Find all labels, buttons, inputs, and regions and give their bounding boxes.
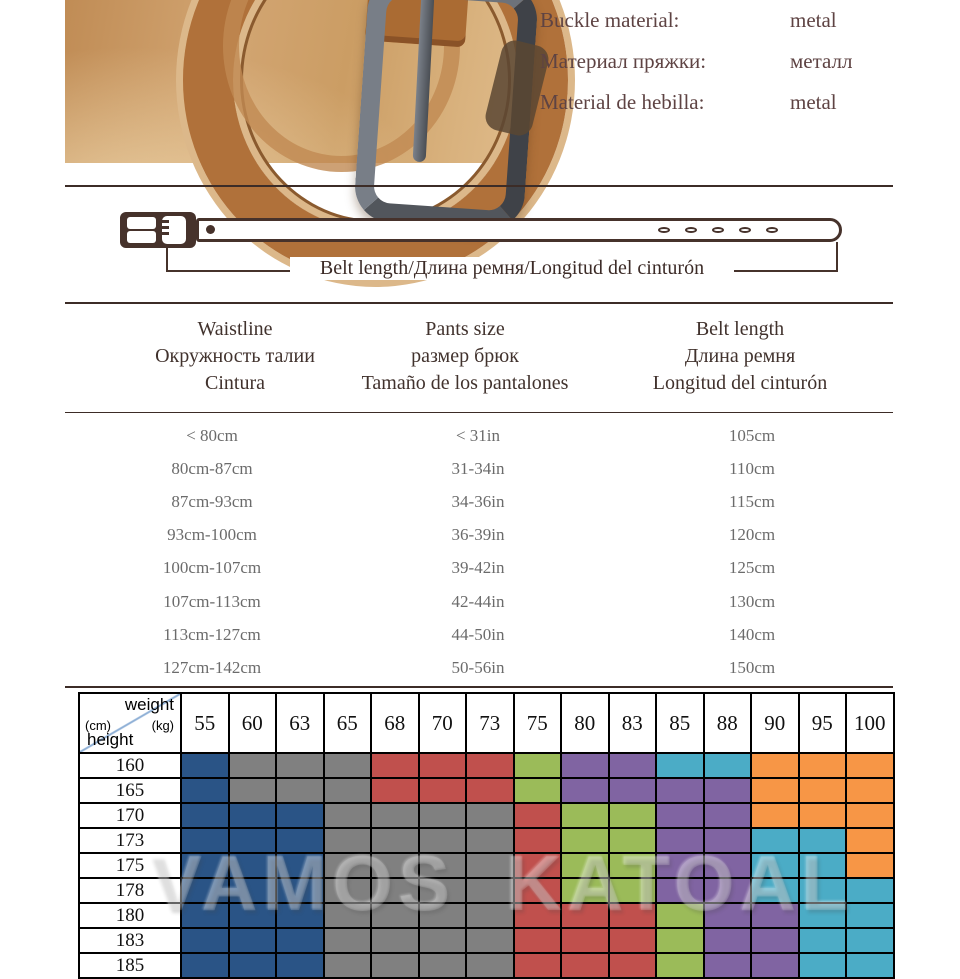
- size-table-column-header: [653, 316, 827, 397]
- grid-color-cell: [276, 853, 324, 878]
- grid-color-cell: [656, 753, 704, 778]
- grid-color-cell: [846, 928, 894, 953]
- grid-color-cell: [181, 928, 229, 953]
- weight-header-cell: 83: [609, 693, 657, 753]
- grid-color-cell: [229, 853, 277, 878]
- grid-color-cell: [466, 778, 514, 803]
- grid-color-cell: [181, 878, 229, 903]
- grid-color-cell: [466, 953, 514, 978]
- product-info: [540, 2, 896, 125]
- grid-color-cell: [846, 753, 894, 778]
- belt-hole: [739, 227, 751, 233]
- size-table-cell: 130cm: [728, 591, 776, 611]
- grid-color-cell: [371, 853, 419, 878]
- grid-color-cell: [751, 853, 799, 878]
- corner-weight-unit: (kg): [151, 718, 174, 733]
- header-line: Pants size: [425, 318, 505, 340]
- grid-color-cell: [229, 778, 277, 803]
- grid-color-cell: [419, 853, 467, 878]
- grid-color-cell: [466, 878, 514, 903]
- size-table-cell: 140cm: [728, 624, 776, 644]
- grid-color-cell: [419, 928, 467, 953]
- grid-color-cell: [514, 853, 562, 878]
- product-photo: [65, 0, 525, 163]
- weight-header-cell: 63: [276, 693, 324, 753]
- product-info-value: metal: [790, 90, 837, 114]
- grid-color-cell: [799, 928, 847, 953]
- grid-color-cell: [846, 803, 894, 828]
- size-table-cell: 34-36in: [451, 492, 505, 512]
- belt-hole: [712, 227, 724, 233]
- grid-color-cell: [181, 778, 229, 803]
- size-table-cell: 93cm-100cm: [167, 525, 257, 545]
- height-row-label: 178: [79, 878, 181, 903]
- belt-diagram-buckle: [120, 212, 196, 248]
- grid-color-cell: [276, 803, 324, 828]
- size-table-cell: 39-42in: [451, 558, 505, 578]
- weight-header-cell: 68: [371, 693, 419, 753]
- buckle-frame-top: [127, 217, 156, 229]
- grid-color-cell: [846, 853, 894, 878]
- corner-height-label: height: [87, 730, 134, 749]
- grid-color-cell: [561, 903, 609, 928]
- grid-color-cell: [656, 878, 704, 903]
- grid-color-cell: [751, 778, 799, 803]
- weight-header-cell: 90: [751, 693, 799, 753]
- grid-color-cell: [276, 953, 324, 978]
- header-line: Окружность талии: [155, 345, 315, 367]
- grid-corner-cell: [79, 693, 181, 753]
- grid-color-cell: [229, 903, 277, 928]
- grid-color-cell: [751, 928, 799, 953]
- grid-color-cell: [371, 803, 419, 828]
- height-row-label: 160: [79, 753, 181, 778]
- grid-color-cell: [419, 778, 467, 803]
- size-table-column-header: [362, 316, 569, 397]
- belt-hole: [658, 227, 670, 233]
- grid-color-cell: [324, 803, 372, 828]
- grid-color-cell: [609, 928, 657, 953]
- grid-color-cell: [656, 953, 704, 978]
- size-table-row: [0, 525, 960, 549]
- grid-color-cell: [371, 828, 419, 853]
- grid-color-cell: [846, 903, 894, 928]
- grid-color-cell: [609, 753, 657, 778]
- header-line: Cintura: [204, 372, 265, 394]
- grid-color-cell: [229, 753, 277, 778]
- size-table-cell: 110cm: [729, 459, 775, 479]
- header-line: Waistline: [197, 318, 273, 340]
- grid-color-cell: [514, 753, 562, 778]
- grid-color-cell: [324, 928, 372, 953]
- grid-color-cell: [514, 928, 562, 953]
- grid-color-cell: [276, 878, 324, 903]
- grid-color-cell: [799, 853, 847, 878]
- grid-color-cell: [561, 828, 609, 853]
- buckle-tooth: [162, 220, 169, 223]
- grid-color-cell: [276, 753, 324, 778]
- grid-color-cell: [229, 953, 277, 978]
- grid-color-cell: [276, 928, 324, 953]
- grid-color-cell: [181, 803, 229, 828]
- grid-color-cell: [799, 878, 847, 903]
- size-table-cell: 31-34in: [451, 459, 505, 479]
- weight-header-cell: 65: [324, 693, 372, 753]
- grid-color-cell: [704, 753, 752, 778]
- grid-color-cell: [419, 903, 467, 928]
- belt-tab-hole: [206, 225, 215, 234]
- grid-color-cell: [799, 828, 847, 853]
- divider-top: [65, 185, 893, 187]
- grid-color-cell: [799, 753, 847, 778]
- size-table-cell: 80cm-87cm: [171, 459, 253, 479]
- grid-color-cell: [419, 828, 467, 853]
- measure-tick-left: [166, 248, 168, 272]
- grid-color-cell: [846, 878, 894, 903]
- product-info-value: металл: [790, 49, 853, 73]
- grid-color-cell: [561, 853, 609, 878]
- product-info-value: metal: [790, 8, 837, 32]
- grid-color-cell: [561, 953, 609, 978]
- size-table-cell: 125cm: [728, 558, 776, 578]
- grid-color-cell: [704, 903, 752, 928]
- weight-header-cell: 95: [799, 693, 847, 753]
- grid-color-cell: [751, 828, 799, 853]
- grid-color-cell: [609, 878, 657, 903]
- corner-height-unit: (cm): [85, 718, 111, 733]
- grid-color-cell: [609, 803, 657, 828]
- grid-color-cell: [371, 778, 419, 803]
- size-table-cell: 107cm-113cm: [163, 591, 261, 611]
- grid-color-cell: [229, 878, 277, 903]
- header-line: Belt length: [695, 318, 785, 340]
- grid-color-cell: [181, 903, 229, 928]
- header-line: Tamaño de los pantalones: [361, 372, 569, 394]
- product-info-row: [540, 2, 896, 43]
- grid-color-cell: [419, 878, 467, 903]
- weight-header-cell: 75: [514, 693, 562, 753]
- grid-color-cell: [656, 853, 704, 878]
- grid-color-cell: [561, 778, 609, 803]
- grid-color-cell: [466, 803, 514, 828]
- grid-color-cell: [846, 953, 894, 978]
- size-table-cell: < 80cm: [186, 426, 238, 445]
- grid-color-cell: [324, 828, 372, 853]
- grid-color-cell: [324, 878, 372, 903]
- size-table-row: [0, 658, 960, 682]
- product-info-row: [540, 43, 896, 84]
- grid-color-cell: [656, 928, 704, 953]
- divider-below-header: [65, 412, 893, 413]
- buckle-tooth: [162, 232, 169, 235]
- grid-color-cell: [561, 753, 609, 778]
- buckle-frame-bottom: [127, 231, 156, 243]
- height-weight-grid: [78, 692, 895, 979]
- grid-color-cell: [799, 953, 847, 978]
- weight-header-cell: 85: [656, 693, 704, 753]
- size-table-row: [0, 625, 960, 649]
- size-table-cell: 87cm-93cm: [171, 492, 253, 512]
- grid-color-cell: [514, 828, 562, 853]
- grid-color-cell: [229, 928, 277, 953]
- size-table-cell: 115cm: [729, 492, 775, 512]
- grid-color-cell: [514, 903, 562, 928]
- grid-color-cell: [181, 953, 229, 978]
- size-table-cell: 113cm-127cm: [163, 624, 261, 644]
- grid-color-cell: [704, 803, 752, 828]
- belt-hole: [685, 227, 697, 233]
- grid-color-cell: [229, 803, 277, 828]
- size-table-cell: 127cm-142cm: [162, 657, 262, 677]
- grid-color-cell: [324, 953, 372, 978]
- product-info-label: Buckle material:: [540, 8, 680, 32]
- grid-color-cell: [324, 778, 372, 803]
- size-table-cell: 105cm: [728, 426, 776, 445]
- grid-color-cell: [324, 853, 372, 878]
- grid-color-cell: [751, 903, 799, 928]
- grid-color-cell: [371, 753, 419, 778]
- grid-color-cell: [466, 753, 514, 778]
- grid-color-cell: [799, 803, 847, 828]
- size-table-cell: 100cm-107cm: [162, 558, 262, 578]
- grid-color-cell: [181, 828, 229, 853]
- grid-color-cell: [799, 778, 847, 803]
- grid-color-cell: [371, 928, 419, 953]
- grid-color-cell: [704, 878, 752, 903]
- height-row-label: 170: [79, 803, 181, 828]
- grid-color-cell: [751, 953, 799, 978]
- grid-color-cell: [751, 878, 799, 903]
- size-table-row: [0, 558, 960, 582]
- grid-color-cell: [419, 803, 467, 828]
- height-row-label: 175: [79, 853, 181, 878]
- grid-color-cell: [656, 803, 704, 828]
- grid-color-cell: [609, 953, 657, 978]
- product-info-row: [540, 84, 896, 125]
- grid-color-cell: [704, 928, 752, 953]
- grid-color-cell: [704, 828, 752, 853]
- weight-header-cell: 100: [846, 693, 894, 753]
- grid-color-cell: [466, 853, 514, 878]
- grid-color-cell: [514, 778, 562, 803]
- size-table-column-header: [155, 316, 315, 397]
- height-row-label: 173: [79, 828, 181, 853]
- grid-color-cell: [229, 828, 277, 853]
- height-row-label: 180: [79, 903, 181, 928]
- header-line: Длина ремня: [684, 345, 796, 367]
- size-table-cell: 50-56in: [451, 657, 505, 677]
- grid-color-cell: [466, 828, 514, 853]
- weight-header-cell: 80: [561, 693, 609, 753]
- weight-header-cell: 73: [466, 693, 514, 753]
- grid-color-cell: [561, 878, 609, 903]
- grid-color-cell: [656, 778, 704, 803]
- grid-color-cell: [276, 828, 324, 853]
- belt-hole: [766, 227, 778, 233]
- grid-color-cell: [419, 753, 467, 778]
- divider-above-grid: [65, 686, 893, 688]
- grid-color-cell: [371, 953, 419, 978]
- grid-color-cell: [846, 828, 894, 853]
- header-line: размер брюк: [411, 345, 519, 367]
- grid-color-cell: [609, 853, 657, 878]
- grid-color-cell: [276, 778, 324, 803]
- grid-color-cell: [704, 953, 752, 978]
- height-row-label: 183: [79, 928, 181, 953]
- size-table-cell: 120cm: [728, 525, 776, 545]
- grid-color-cell: [656, 903, 704, 928]
- grid-color-cell: [704, 778, 752, 803]
- grid-color-cell: [799, 903, 847, 928]
- grid-color-cell: [181, 753, 229, 778]
- grid-color-cell: [561, 803, 609, 828]
- weight-header-cell: 70: [419, 693, 467, 753]
- belt-length-caption: Belt length/Длина ремня/Longitud del cinturón: [290, 257, 734, 280]
- grid-color-cell: [609, 778, 657, 803]
- size-table-cell: 44-50in: [451, 624, 505, 644]
- grid-color-cell: [609, 903, 657, 928]
- grid-color-cell: [561, 928, 609, 953]
- grid-color-cell: [609, 828, 657, 853]
- size-table-row: [0, 459, 960, 483]
- weight-header-cell: 60: [229, 693, 277, 753]
- grid-color-cell: [371, 903, 419, 928]
- size-table-row: [0, 592, 960, 616]
- grid-color-cell: [466, 903, 514, 928]
- grid-color-cell: [324, 753, 372, 778]
- size-table-cell: 42-44in: [451, 591, 505, 611]
- grid-color-cell: [751, 753, 799, 778]
- divider-above-header: [65, 302, 893, 304]
- buckle-tooth: [162, 226, 169, 229]
- grid-color-cell: [704, 853, 752, 878]
- size-table-cell: 36-39in: [451, 525, 505, 545]
- product-info-label: Material de hebilla:: [540, 90, 705, 114]
- size-table-row: [0, 492, 960, 516]
- grid-color-cell: [181, 853, 229, 878]
- grid-color-cell: [656, 828, 704, 853]
- weight-header-cell: 55: [181, 693, 229, 753]
- product-info-label: Материал пряжки:: [540, 49, 707, 73]
- height-row-label: 165: [79, 778, 181, 803]
- grid-color-cell: [514, 878, 562, 903]
- corner-weight-label: weight: [124, 695, 174, 714]
- grid-color-cell: [276, 903, 324, 928]
- grid-color-cell: [751, 803, 799, 828]
- grid-color-cell: [846, 778, 894, 803]
- size-table-cell: < 31in: [455, 426, 501, 445]
- header-line: Longitud del cinturón: [652, 372, 828, 394]
- grid-color-cell: [371, 878, 419, 903]
- size-table-cell: 150cm: [728, 657, 776, 677]
- grid-color-cell: [324, 903, 372, 928]
- height-row-label: 185: [79, 953, 181, 978]
- size-table-row: [0, 426, 960, 450]
- weight-header-cell: 88: [704, 693, 752, 753]
- grid-color-cell: [419, 953, 467, 978]
- measure-tick-right: [836, 242, 838, 272]
- grid-color-cell: [466, 928, 514, 953]
- grid-color-cell: [514, 803, 562, 828]
- grid-color-cell: [514, 953, 562, 978]
